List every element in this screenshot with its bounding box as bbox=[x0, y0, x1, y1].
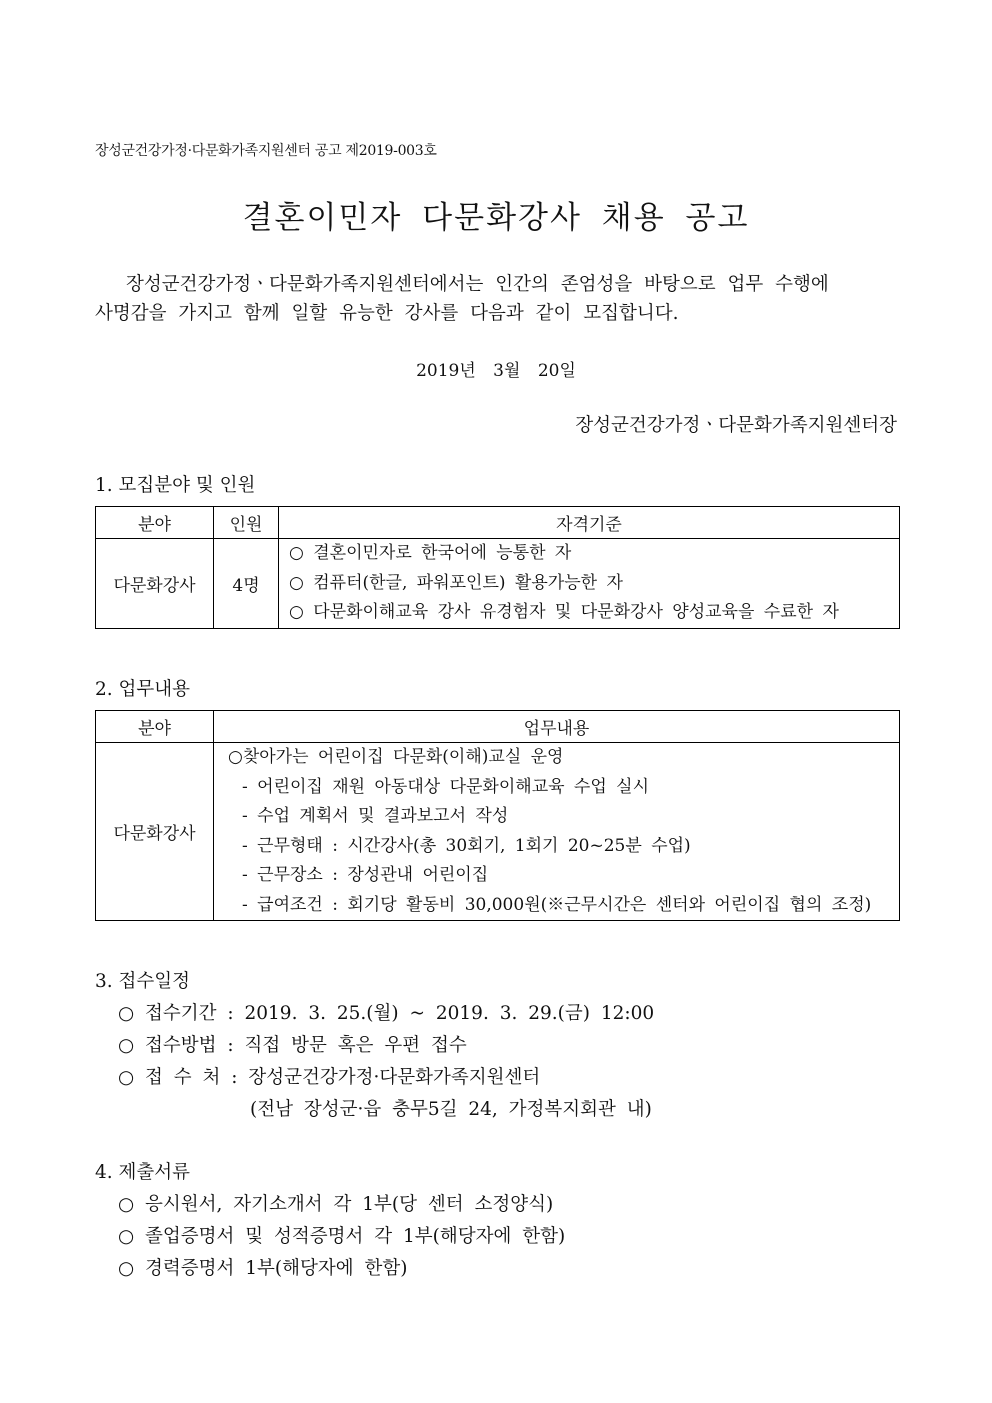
table-row bbox=[96, 539, 900, 629]
qualification-item: ○ 결혼이민자로 한국어에 능통한 자 bbox=[289, 543, 572, 563]
duties-table bbox=[95, 710, 900, 921]
header-field: 분야 bbox=[96, 711, 214, 743]
duty-item: - 수업 계획서 및 결과보고서 작성 bbox=[242, 806, 509, 826]
qualification-item: ○ 컴퓨터(한글, 파워포인트) 활용가능한 자 bbox=[289, 572, 623, 593]
intro-line-2: 사명감을 가지고 함께 일할 유능한 강사를 다음과 같이 모집합니다. bbox=[95, 303, 679, 324]
document-title: 결혼이민자 다문화강사 채용 공고 bbox=[242, 200, 750, 236]
table-row bbox=[96, 743, 900, 921]
qualification-cell bbox=[279, 539, 900, 629]
section-3-heading: 3. 접수일정 bbox=[95, 971, 191, 992]
header-field: 분야 bbox=[96, 507, 214, 539]
table-header-row bbox=[96, 507, 900, 539]
field-cell: 다문화강사 bbox=[96, 539, 214, 629]
schedule-item: ○ 접수방법 : 직접 방문 혹은 우편 접수 bbox=[118, 1035, 467, 1056]
center-address: (전남 장성군·읍 충무5길 24, 가정복지회관 내) bbox=[250, 1099, 652, 1120]
duty-item: - 근무장소 : 장성관내 어린이집 bbox=[242, 865, 489, 885]
document-item: ○ 졸업증명서 및 성적증명서 각 1부(해당자에 한함) bbox=[118, 1226, 566, 1247]
header-duties: 업무내용 bbox=[214, 711, 900, 743]
document-item: ○ 응시원서, 자기소개서 각 1부(당 센터 소정양식) bbox=[118, 1194, 554, 1215]
section-4-heading: 4. 제출서류 bbox=[95, 1162, 191, 1183]
section-1-heading: 1. 모집분야 및 인원 bbox=[95, 475, 256, 496]
notice-number: 장성군건강가정·다문화가족지원센터 공고 제2019-003호 bbox=[95, 143, 437, 159]
intro-line-1: 장성군건강가정ㆍ다문화가족지원센터에서는 인간의 존엄성을 바탕으로 업무 수행에 bbox=[126, 274, 829, 295]
count-cell: 4명 bbox=[214, 539, 279, 629]
header-qualification: 자격기준 bbox=[279, 507, 900, 539]
schedule-item: ○ 접 수 처 : 장성군건강가정·다문화가족지원센터 bbox=[118, 1067, 541, 1088]
recruitment-table bbox=[95, 506, 900, 629]
table-header-row bbox=[96, 711, 900, 743]
duty-item: - 근무형태 : 시간강사(총 30회기, 1회기 20~25분 수업) bbox=[242, 835, 691, 856]
document-item: ○ 경력증명서 1부(해당자에 한함) bbox=[118, 1258, 408, 1279]
section-2-heading: 2. 업무내용 bbox=[95, 679, 191, 700]
duties-cell bbox=[214, 743, 900, 921]
duty-item: - 어린이집 재원 아동대상 다문화이해교육 수업 실시 bbox=[242, 776, 650, 797]
duty-item: ○찾아가는 어린이집 다문화(이해)교실 운영 bbox=[228, 747, 564, 767]
header-count: 인원 bbox=[214, 507, 279, 539]
duty-item: - 급여조건 : 회기당 활동비 30,000원(※근무시간은 센터와 어린이집 협의 조정) bbox=[242, 894, 872, 915]
schedule-item: ○ 접수기간 : 2019. 3. 25.(월) ~ 2019. 3. 29.(금) 12:00 bbox=[118, 1003, 655, 1024]
qualification-item: ○ 다문화이해교육 강사 유경험자 및 다문화강사 양성교육을 수료한 자 bbox=[289, 602, 839, 622]
signature: 장성군건강가정ㆍ다문화가족지원센터장 bbox=[575, 415, 897, 436]
field-cell: 다문화강사 bbox=[96, 743, 214, 921]
announcement-date: 2019년 3월 20일 bbox=[416, 361, 576, 381]
